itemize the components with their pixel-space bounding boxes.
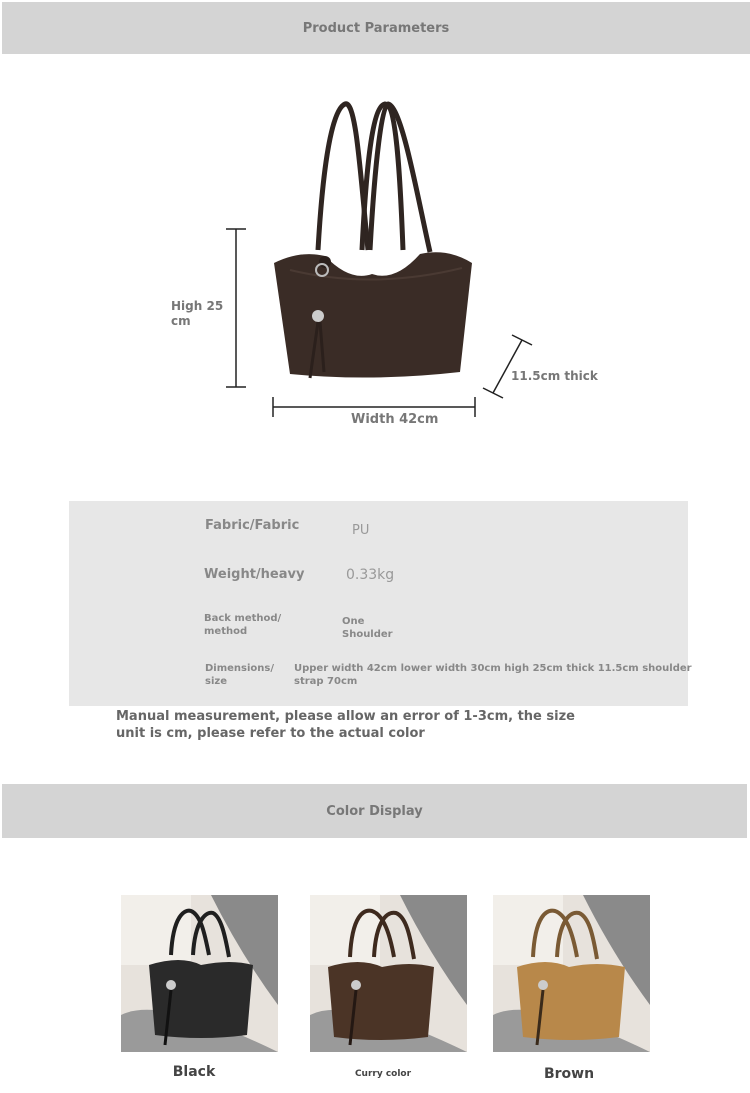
spec-label-back-method: Back method/ method <box>204 613 282 637</box>
color-display-header <box>2 784 747 838</box>
color-caption-curry: Curry color <box>354 1069 412 1079</box>
color-caption-black: Black <box>172 1064 216 1080</box>
product-parameters-title: Product Parameters <box>302 20 450 36</box>
spec-value-dimensions: Upper width 42cm lower width 30cm high 25cm thick 11.5cm shoulder strap 70cm <box>294 663 692 687</box>
color-photo-brown[interactable] <box>493 895 650 1052</box>
charm-icon <box>312 310 324 322</box>
color-caption-brown: Brown <box>543 1066 595 1082</box>
bag-body <box>274 252 472 377</box>
measurement-note: Manual measurement, please allow an error of 1-3cm, the size unit is cm, please refer to the actual color <box>116 709 575 741</box>
bag-strap-left <box>318 104 368 250</box>
color-photo-curry[interactable] <box>310 895 467 1052</box>
spec-value-weight: 0.33kg <box>346 567 395 583</box>
specs-table <box>69 501 692 706</box>
spec-label-dimensions: Dimensions/ size <box>205 663 275 687</box>
product-parameters-header <box>2 2 750 54</box>
color-display-title: Color Display <box>326 803 423 819</box>
width-label: Width 42cm <box>351 412 439 427</box>
spec-value-fabric: PU <box>352 523 370 538</box>
color-photo-black[interactable] <box>121 895 278 1052</box>
height-label: High 25 cm <box>171 299 224 328</box>
spec-value-back-method: One Shoulder <box>342 616 393 640</box>
spec-label-fabric: Fabric/Fabric <box>205 518 300 533</box>
spec-label-weight: Weight/heavy <box>204 567 305 582</box>
thickness-label: 11.5cm thick <box>511 369 598 383</box>
product-dimension-figure <box>0 60 750 460</box>
